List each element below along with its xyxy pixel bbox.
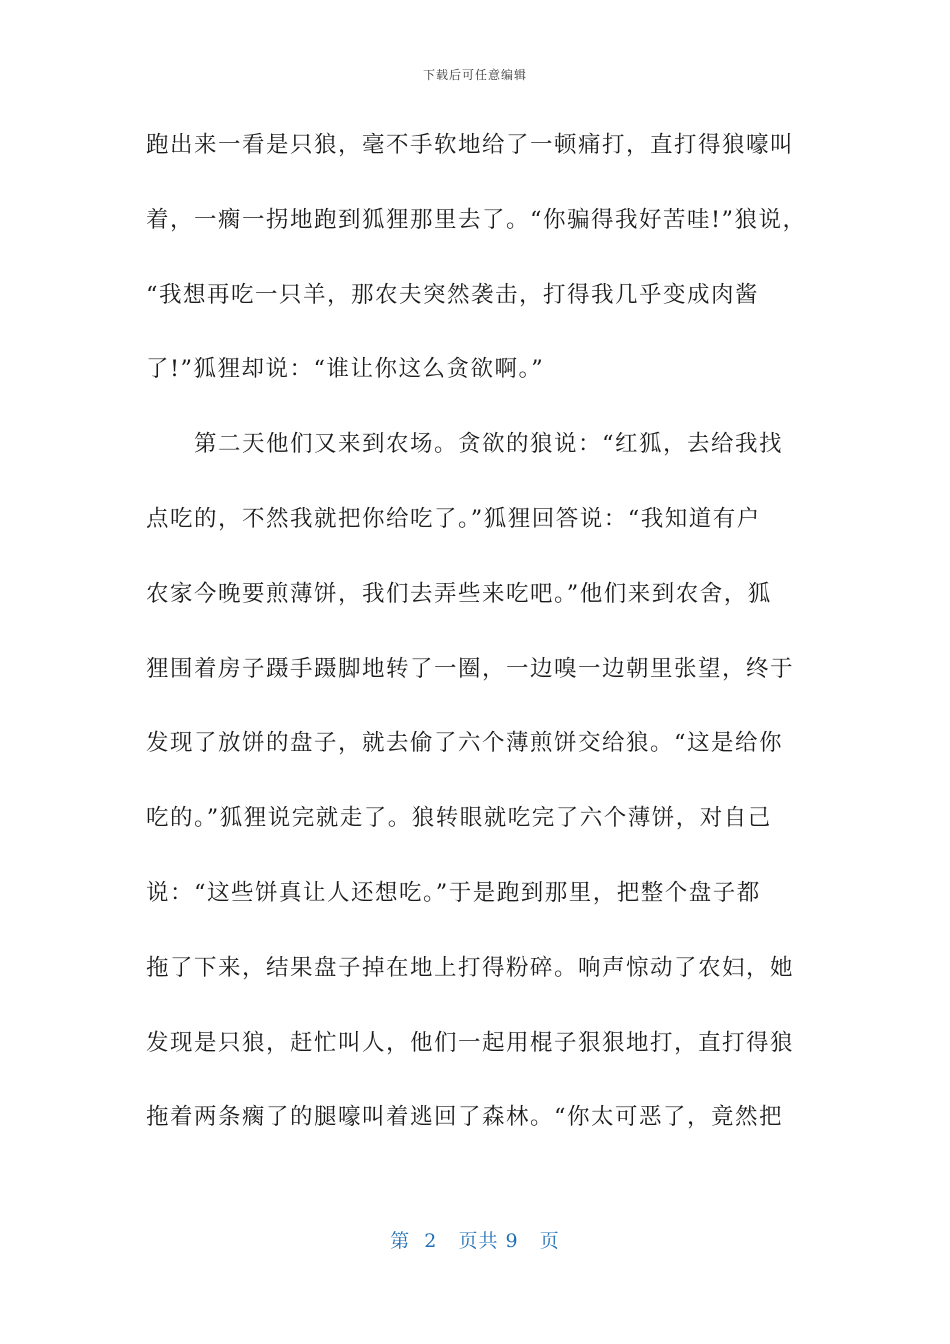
text-line: 了!”狐狸却说：“谁让你这么贪欲啊。”: [146, 356, 545, 383]
text-line: 农家今晚要煎薄饼，我们去弄些来吃吧。”他们来到农舍，狐: [146, 580, 772, 607]
text-line: 吃的。”狐狸说完就走了。狼转眼就吃完了六个薄饼，对自己: [146, 805, 772, 832]
text-line: “我想再吃一只羊，那农夫突然袭击，打得我几乎变成肉酱: [146, 281, 760, 308]
text-line: 跑出来一看是只狼，毫不手软地给了一顿痛打，直打得狼嚎叫: [146, 132, 795, 158]
text-line: 狸围着房子蹑手蹑脚地转了一圈，一边嗅一边朝里张望，终于: [146, 655, 795, 682]
text-line: 点吃的，不然我就把你给吃了。”狐狸回答说：“我知道有户: [146, 505, 761, 532]
text-line: 发现了放饼的盘子，就去偷了六个薄煎饼交给狼。“这是给你: [146, 730, 784, 757]
page-number-footer: 第 2 页共 9 页: [390, 1230, 560, 1252]
text-line: 说：“这些饼真让人还想吃。”于是跑到那里，把整个盘子都: [146, 879, 761, 906]
text-line: 发现是只狼，赶忙叫人，他们一起用棍子狠狠地打，直打得狼: [146, 1029, 795, 1056]
page-header: 下载后可任意编辑: [422, 68, 527, 82]
text-line: 拖了下来，结果盘子掉在地上打得粉碎。响声惊动了农妇，她: [146, 954, 795, 981]
paragraph-first-line: 第二天他们又来到农场。贪欲的狼说：“红狐，去给我找: [194, 431, 784, 458]
text-line: 着，一瘸一拐地跑到狐狸那里去了。“你骗得我好苦哇!”狼说，: [146, 206, 807, 233]
document-body: [146, 122, 826, 1169]
text-line: 拖着两条瘸了的腿嚎叫着逃回了森林。“你太可恶了，竟然把: [146, 1104, 784, 1131]
